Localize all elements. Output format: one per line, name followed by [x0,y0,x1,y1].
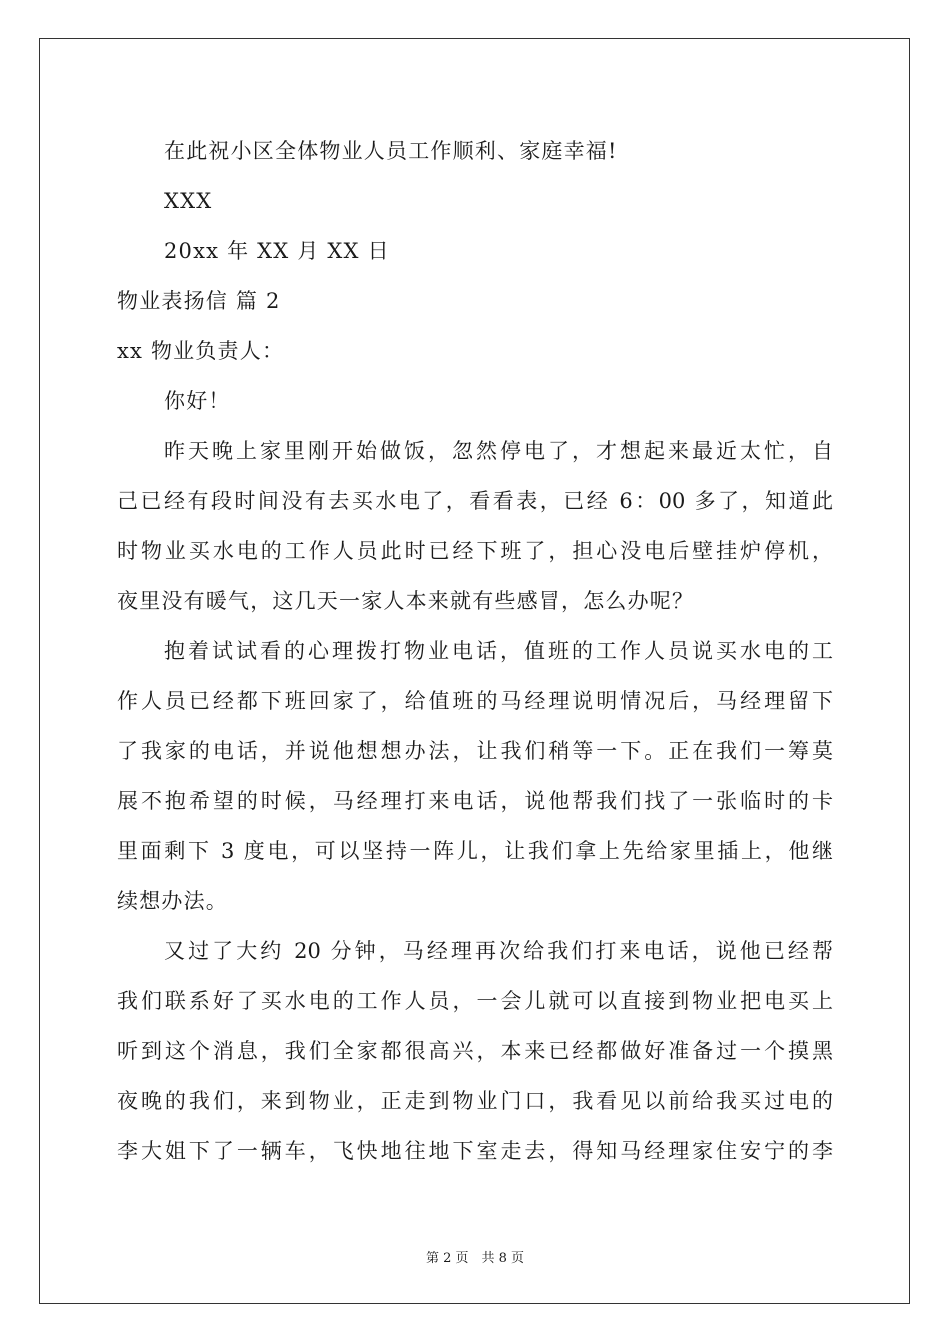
text-line: 听到这个消息，我们全家都很高兴，本来已经都做好准备过一个摸黑 [117,1039,833,1063]
text-line: 里面剩下 3 度电，可以坚持一阵儿，让我们拿上先给家里插上，他继 [117,839,833,863]
text-line: 作人员已经都下班回家了，给值班的马经理说明情况后，马经理留下 [117,689,833,713]
text-line: 我们联系好了买水电的工作人员，一会儿就可以直接到物业把电买上 [117,989,833,1013]
section-heading: 物业表扬信 篇 2 [117,289,281,313]
greeting: 你好！ [164,389,231,413]
text-line: 夜里没有暖气，这几天一家人本来就有些感冒，怎么办呢？ [117,589,695,613]
text-line: 昨天晚上家里刚开始做饭，忽然停电了，才想起来最近太忙，自 [164,439,833,463]
text-line: 又过了大约 20 分钟，马经理再次给我们打来电话，说他已经帮 [164,939,833,963]
page-footer: 第 2 页 共 8 页 [425,1251,525,1266]
text-line: 在此祝小区全体物业人员工作顺利、家庭幸福! [164,139,618,163]
salutation: xx 物业负责人： [117,339,285,363]
text-line: 了我家的电话，并说他想想办法，让我们稍等一下。正在我们一筹莫 [117,739,833,763]
text-line: XXX [164,189,213,213]
text-line: 夜晚的我们，来到物业，正走到物业门口，我看见以前给我买过电的 [117,1089,833,1113]
text-line: 抱着试试看的心理拨打物业电话，值班的工作人员说买水电的工 [164,639,833,663]
text-line: 续想办法。 [117,889,228,913]
text-line: 己已经有段时间没有去买水电了，看看表，已经 6：00 多了，知道此 [117,489,833,513]
text-line: 李大姐下了一辆车，飞快地往地下室走去，得知马经理家住安宁的李 [117,1139,833,1163]
text-line: 展不抱希望的时候，马经理打来电话，说他帮我们找了一张临时的卡 [117,789,833,813]
text-line: 20xx 年 XX 月 XX 日 [164,239,390,263]
text-line: 时物业买水电的工作人员此时已经下班了，担心没电后壁挂炉停机， [117,539,833,563]
